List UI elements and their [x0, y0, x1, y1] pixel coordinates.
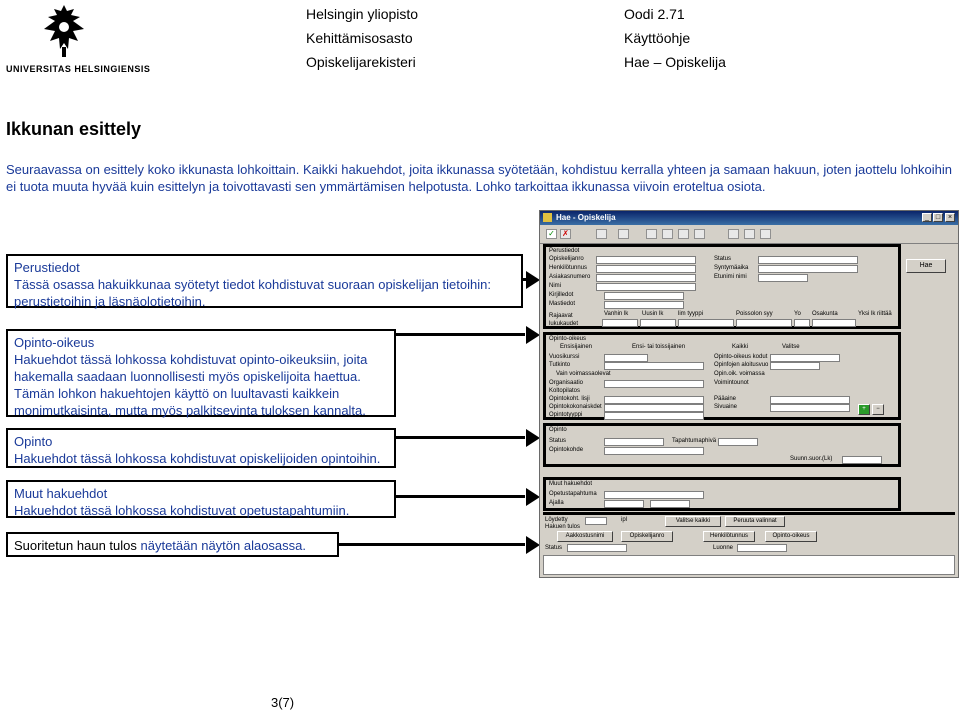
field-label: Suunn.suor.(Lk) [790, 456, 833, 462]
tutkinto-select[interactable] [604, 362, 704, 370]
copy-icon[interactable] [744, 229, 755, 239]
col-label: Yo [794, 311, 801, 317]
callout-title: Opinto [14, 434, 53, 449]
university-name: UNIVERSITAS HELSINGIENSIS [6, 64, 151, 74]
cancel-icon[interactable]: ✗ [560, 229, 571, 239]
tab-aakkostusnimi[interactable]: Aakkostusnimi [557, 531, 613, 542]
tapahtumapaiva-input[interactable] [718, 438, 758, 446]
last-record-icon[interactable] [694, 229, 705, 239]
add-icon[interactable]: + [858, 404, 870, 415]
print-icon[interactable] [618, 229, 629, 239]
header-dept: Kehittämisosasto [306, 30, 413, 46]
field-label: Opintokoht. lisji [549, 396, 590, 402]
group-perustiedot [543, 244, 901, 329]
field-label: Status [549, 438, 567, 444]
search-icon[interactable] [728, 229, 739, 239]
field-label: Pääaine [714, 396, 737, 402]
col-label: Poissolon syy [736, 311, 773, 317]
callout-text: Hakuehdot tässä lohkossa kohdistuvat opinto-oikeuksiin, joita hakemalla saadaan luonnollisesti myös opiskelijoita haettua. Tämän lohkon hakuehtojen käyttö on luultavasti kaikkein monimutkaisinta, mutta myös palkitsevinta tuloksen kannalta. [14, 352, 368, 418]
vuosikurssi-select[interactable] [604, 354, 648, 362]
callout-tulos [6, 532, 339, 557]
poissolon-syy-select[interactable] [736, 319, 792, 327]
header-org: Helsingin yliopisto [306, 6, 419, 22]
vanhin-lk-select[interactable] [602, 319, 638, 327]
hakuen-tulos-label: Hakuen tulos [545, 524, 581, 530]
col-label: Uusin lk [642, 311, 664, 317]
callout-opinto [6, 428, 396, 468]
callout-text: näytetään näytön alaosassa. [140, 538, 307, 553]
yo-select[interactable] [794, 319, 810, 327]
field-label: Opintotyyppi [549, 412, 583, 418]
group-opinto-oikeus [543, 332, 901, 420]
syntymaaika-input[interactable] [758, 265, 858, 273]
suunn-suor-select[interactable] [842, 456, 882, 464]
opintotyyppi-select[interactable] [604, 412, 704, 420]
field-label: Koltopilatos [549, 388, 581, 394]
aloitusvuosi-input[interactable] [770, 362, 820, 370]
prev-record-icon[interactable] [662, 229, 673, 239]
ilm-tyyppi-select[interactable] [678, 319, 734, 327]
field-label: Voimintounot [714, 380, 749, 386]
opinto-status-select[interactable] [604, 438, 664, 446]
peruuta-valinnat-button[interactable]: Peruuta valinnat [725, 516, 785, 527]
opinto-opintokohde-input[interactable] [604, 447, 704, 455]
loydetty-label: Löydetty [545, 517, 568, 523]
close-icon[interactable]: × [945, 213, 955, 222]
luonne-label: Luonne [713, 545, 734, 551]
uusin-lk-select[interactable] [640, 319, 676, 327]
group-title: Perustiedot [549, 248, 580, 254]
opiskelijanro-input[interactable] [596, 256, 696, 264]
opintokohde-lisji-input[interactable] [604, 396, 704, 404]
status-label: Status [545, 545, 563, 551]
check-icon[interactable]: ✓ [546, 229, 557, 239]
opetustapahtuma-input[interactable] [604, 491, 704, 499]
field-label: Henkilötunnus [549, 265, 588, 271]
field-label: Nimi [549, 283, 561, 289]
sivuaine-input[interactable] [770, 404, 850, 412]
opintokohde-input[interactable] [604, 404, 704, 412]
field-label: Opetustapahtuma [549, 491, 597, 497]
tab-opinto-oikeus[interactable]: Opinto-oikeus [765, 531, 817, 542]
luonne-select[interactable] [737, 544, 787, 552]
callout-opinto-oikeus [6, 329, 396, 417]
arrow-icon [526, 326, 540, 344]
group-muut-hakuehdot [543, 477, 901, 511]
toolbar [540, 225, 958, 244]
group-title: Opinto [549, 427, 567, 433]
field-label: Vain voimassaolevat [556, 371, 611, 377]
field-label: Ajalla [549, 500, 564, 506]
arrow-icon [526, 429, 540, 447]
group-opinto [543, 423, 901, 467]
asiakasnumero-input[interactable] [596, 274, 696, 282]
first-record-icon[interactable] [646, 229, 657, 239]
field-label: Opin.oik. voimassa [714, 371, 765, 377]
group-title: Muut hakuehdot [549, 481, 593, 487]
opinto-oikeus-koodit-input[interactable] [770, 354, 840, 362]
tab-henkilotunnus[interactable]: Henkilötunnus [703, 531, 755, 542]
window-titlebar [540, 211, 958, 225]
callout-muut-hakuehdot [6, 480, 396, 518]
field-label: Opintokokonaiskdet [549, 404, 602, 410]
result-list[interactable] [543, 555, 955, 575]
arrow-icon [526, 536, 540, 554]
kirjilledot-select[interactable] [604, 292, 684, 300]
save-icon[interactable] [596, 229, 607, 239]
callout-text: Hakuehdot tässä lohkossa kohdistuvat opiskelijoiden opintoihin. [14, 451, 381, 466]
header-doc-type: Käyttöohje [624, 30, 691, 46]
field-label: Opintokohde [549, 447, 584, 453]
callout-text: Hakuehdot tässä lohkossa kohdistuvat opetustapahtumiin. [14, 503, 350, 518]
arrow-icon [526, 488, 540, 506]
rajaavat-label: Rajaavat [549, 313, 573, 319]
field-label: Tutkinto [549, 362, 571, 368]
osakunta-select[interactable] [812, 319, 856, 327]
field-label: Status [714, 256, 732, 262]
group-title: Opinto-oikeus [549, 336, 587, 342]
valitse-kaikki-button[interactable]: Valitse kaikki [665, 516, 721, 527]
radio-label[interactable]: Valitse [782, 344, 800, 350]
field-label: Opinfojen aloitusvuo [714, 362, 769, 368]
result-status-select[interactable] [567, 544, 627, 552]
arrow-icon [526, 271, 540, 289]
radio-label[interactable]: Kaikki [732, 344, 749, 350]
field-label: Mastiedot [549, 301, 576, 307]
app-window [539, 210, 959, 578]
mastiedot-select[interactable] [604, 301, 684, 309]
header-version: Oodi 2.71 [624, 6, 685, 22]
radio-label[interactable]: Ensisijainen [560, 344, 593, 350]
col-label: Yksi lk riittää [858, 311, 892, 317]
field-label: Opinto-oikeus kodut [714, 354, 768, 360]
remove-icon[interactable]: − [872, 404, 884, 415]
field-label: Syntymäaika [714, 265, 749, 271]
page-number: 3(7) [271, 695, 295, 710]
paaaine-input[interactable] [770, 396, 850, 404]
col-label: Osakunta [812, 311, 838, 317]
maximize-icon[interactable]: □ [933, 213, 943, 222]
field-label: Organisaatio [549, 380, 584, 386]
field-label: Kirjilledot [549, 292, 574, 298]
status-select[interactable] [758, 256, 858, 264]
field-label: Etunimi nimi [714, 274, 747, 280]
university-logo-icon [40, 3, 88, 59]
callout-title: Perustiedot [14, 260, 80, 275]
callout-title: Muut hakuehdot [14, 486, 108, 501]
callout-title: Suoritetun haun tulos [14, 538, 137, 553]
window-title: Hae - Opiskelija [556, 213, 616, 222]
header-doc-topic: Hae – Opiskelija [624, 54, 726, 70]
calculator-icon[interactable] [760, 229, 771, 239]
result-area [543, 512, 955, 576]
callout-title: Opinto-oikeus [14, 335, 95, 350]
col-label: Vanhin lk [604, 311, 629, 317]
minimize-icon[interactable]: _ [922, 213, 932, 222]
ajalla-alku-input[interactable] [604, 500, 644, 508]
callout-perustiedot [6, 254, 523, 308]
organisaatio-input[interactable] [604, 380, 704, 388]
field-label: Asiakasnumero [549, 274, 591, 280]
nimi-input[interactable] [596, 283, 696, 291]
intro-paragraph: Seuraavassa on esittely koko ikkunasta lohkoittain. Kaikki hakuehdot, joita ikkunassa syötetään, kohdistuu kerralla yhteen ja samaan hakuun, joten jaottelu lohkoihin ei tuota muuta hyvää kuin esittelyn ja toivottavasti sen ymmärtämisen helpotusta. Lohko tarkoittaa ikkunassa viivoin eroteltua osiota. [6, 162, 952, 194]
app-icon [543, 213, 552, 222]
header-unit: Opiskelijarekisteri [306, 54, 416, 70]
lukukaudet-label: lukukaudet [549, 321, 579, 327]
henkilotunnus-input[interactable] [596, 265, 696, 273]
field-label: Sivuaine [714, 404, 738, 410]
radio-label[interactable]: Ensi- tai toissijainen [632, 344, 686, 350]
field-label: Tapahtumaphivä [672, 438, 717, 444]
ajalla-loppu-input[interactable] [650, 500, 690, 508]
loydetty-count [585, 517, 607, 525]
tab-opiskelijanro[interactable]: Opiskelijanro [621, 531, 673, 542]
ipl-label: ipl [621, 517, 628, 523]
field-label: Opiskelijanro [549, 256, 584, 262]
col-label: lim tyyppi [678, 311, 704, 317]
callout-text: Tässä osassa hakuikkunaa syötetyt tiedot kohdistuvat suoraan opiskelijan tietoihin: perustietoihin ja läsnäolotietoihin. [14, 277, 491, 309]
field-label: Vuosikurssi [549, 354, 580, 360]
hae-button[interactable]: Hae [906, 259, 946, 273]
etunimi-input[interactable] [758, 274, 808, 282]
section-title: Ikkunan esittely [6, 119, 142, 139]
next-record-icon[interactable] [678, 229, 689, 239]
